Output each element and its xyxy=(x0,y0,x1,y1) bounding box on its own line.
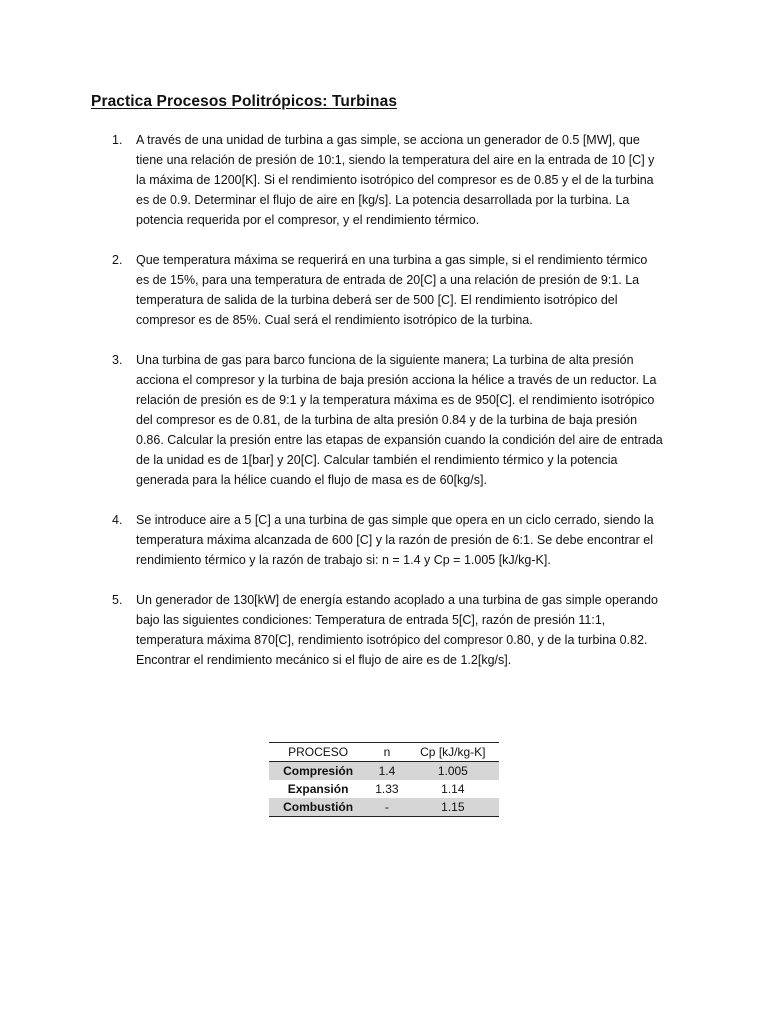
problem-number: 1. xyxy=(112,133,123,147)
table-cell: Expansión xyxy=(287,782,349,796)
table-row xyxy=(269,780,499,798)
problem-text: Un generador de 130[kW] de energía estando acoplado a una turbina de gas simple operando bajo las siguientes condiciones: Temperatura de entrada 5[C], razón de presión 11:1, temperatura máxima 870[C], rendimiento isotrópico del compresor 0.80, y de la turbina 0.82. Encontrar el rendimiento mecánico si el flujo de aire es de 1.2[kg/s]. xyxy=(136,593,658,667)
table-row xyxy=(269,798,499,817)
table-row xyxy=(269,762,499,781)
problem-number: 2. xyxy=(112,253,123,267)
table-cell: Compresión xyxy=(269,762,367,781)
problem-item xyxy=(112,130,664,230)
problem-text: Que temperatura máxima se requerirá en una turbina a gas simple, si el rendimiento térmico es de 15%, para una temperatura de entrada de 20[C] a una relación de presión de 9:1. La temperatura de salida de la turbina deberá ser de 500 [C]. El rendimiento isotrópico del compresor es de 85%. Cual será el rendimiento isotrópico de la turbina. xyxy=(136,253,648,327)
process-properties-table xyxy=(269,742,499,817)
document-title: Practica Procesos Politrópicos: Turbinas xyxy=(91,93,398,110)
problem-item xyxy=(112,350,664,490)
problem-item xyxy=(112,590,664,670)
table-cell: 1.15 xyxy=(407,798,499,817)
problem-number: 3. xyxy=(112,353,123,367)
problem-text: A través de una unidad de turbina a gas simple, se acciona un generador de 0.5 [MW], que tiene una relación de presión de 10:1, siendo la temperatura del aire en la entrada de 10 [C] y la máxima de 1200[K]. Si el rendimiento isotrópico del compresor es de 0.85 y el de la turbina es de 0.9. Determinar el flujo de aire en [kg/s]. La potencia desarrollada por la turbina. La potencia requerida por el compresor, y el rendimiento térmico. xyxy=(136,133,655,227)
problem-text: Una turbina de gas para barco funciona de la siguiente manera; La turbina de alta presión acciona el compresor y la turbina de baja presión acciona la hélice a través de un reductor. La relación de presión es de 9:1 y la temperatura máxima es de 950[C]. el rendimiento isotrópico del compresor es de 0.81, de la turbina de alta presión 0.84 y de la turbina de baja presión 0.86. Calcular la presión entre las etapas de expansión cuando la condición del aire de entrada de la unidad es de 1[bar] y 20[C]. Calcular también el rendimiento térmico y la potencia generada para la hélice cuando el flujo de masa es de 60[kg/s]. xyxy=(136,353,663,487)
problem-item xyxy=(112,250,664,330)
table-cell: Combustión xyxy=(269,798,367,817)
table-cell: 1.33 xyxy=(375,782,399,796)
table-header-cell: PROCESO xyxy=(269,743,367,762)
problem-item xyxy=(112,510,664,570)
table-cell: 1.4 xyxy=(367,762,406,781)
problem-number: 5. xyxy=(112,593,123,607)
table-cell: 1.14 xyxy=(441,782,465,796)
problem-number: 4. xyxy=(112,513,123,527)
table-header-cell: n xyxy=(367,743,406,762)
table-cell: 1.005 xyxy=(407,762,499,781)
table-header-cell: Cp [kJ/kg-K] xyxy=(407,743,499,762)
table-header-row xyxy=(269,743,499,762)
problem-text: Se introduce aire a 5 [C] a una turbina de gas simple que opera en un ciclo cerrado, siendo la temperatura máxima alcanzada de 600 [C] y la razón de presión de 6:1. Se debe encontrar el rendimiento térmico y la razón de trabajo si: n = 1.4 y Cp = 1.005 [kJ/kg-K]. xyxy=(136,513,654,567)
table-cell: - xyxy=(367,798,406,817)
